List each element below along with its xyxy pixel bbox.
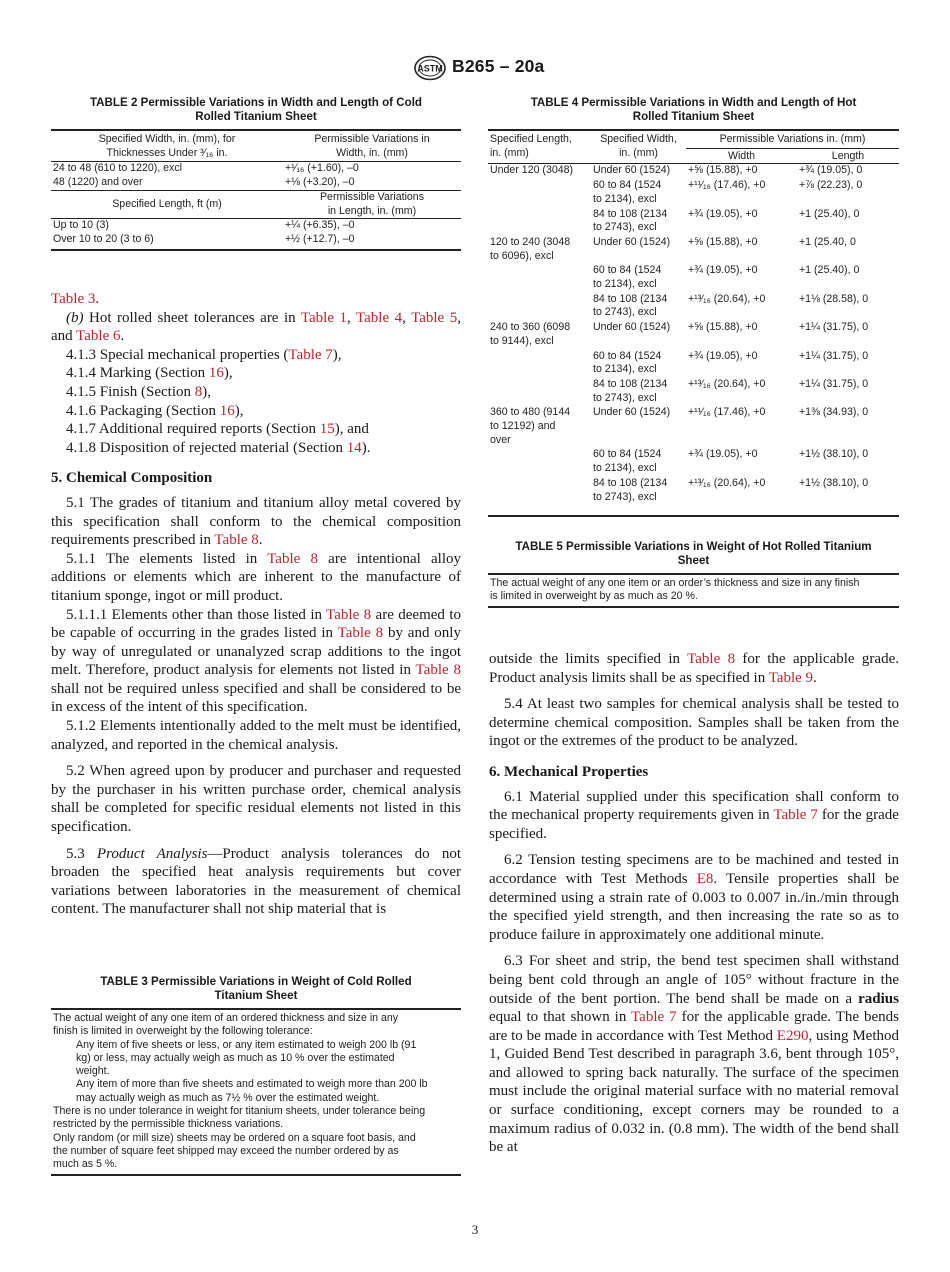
table-7-link[interactable]: Table 7	[631, 1009, 677, 1026]
width-range-cell: 84 to 108 (2134 to 2743), excl	[593, 476, 668, 503]
width-range-cell: 60 to 84 (1524 to 2134), excl	[593, 349, 662, 376]
table-3-caption: TABLE 3 Permissible Variations in Weight of Cold Rolled Titanium Sheet	[100, 975, 412, 1002]
page-header	[0, 55, 950, 85]
table-7-link[interactable]: Table 7	[288, 346, 333, 363]
width-range-cell: Under 60 (1524)	[593, 406, 671, 419]
paragraph: 5.3 Product Analysis—Product analysis tolerances do not broaden the specified heat analysis requirements but cover variations between laboratories in the measurement of chemical content. The manufacturer shall not ship material that is	[51, 845, 462, 918]
table-5-text: The actual weight of any one item or an order’s thickness and size in any finish is limited in overweight by as much as 20 %.	[490, 577, 860, 603]
length-variation-cell: +1¼ (31.75), 0	[799, 377, 869, 390]
table-5-link[interactable]: Table 5	[411, 309, 458, 326]
width-variation-cell: +⅝ (15.88), +0	[688, 321, 758, 334]
length-variation-cell: +1 (25.40, 0	[799, 235, 856, 248]
table-8-link[interactable]: Table 8	[687, 651, 736, 667]
section-16-link[interactable]: 16	[219, 402, 235, 419]
table-2-caption: TABLE 2 Permissible Variations in Width and Length of Cold Rolled Titanium Sheet	[89, 96, 423, 123]
width-variation-cell: +¹³⁄₁₆ (20.64), +0	[688, 292, 766, 305]
length-cell: Under 120 (3048)	[490, 164, 574, 177]
logo-text: ASTM	[417, 63, 443, 74]
table-8-link[interactable]: Table 8	[267, 550, 318, 567]
section-heading-5: 5. Chemical Composition	[51, 470, 213, 487]
table-row	[488, 236, 899, 264]
e8-link[interactable]: E8	[696, 870, 714, 887]
width-variation-cell: +⅝ (15.88), +0	[688, 235, 758, 248]
table-row	[488, 264, 899, 292]
table-row	[488, 208, 899, 236]
table-2-grid	[51, 131, 461, 249]
table-3-link[interactable]: Table 3	[51, 291, 96, 307]
length-variation-cell: +1⅛ (28.58), 0	[799, 292, 869, 305]
length-cell: 360 to 480 (9144 to 12192) and over	[490, 406, 571, 446]
table-row	[488, 477, 899, 505]
paragraph: 5.1.1.1 Elements other than those listed in Table 8 are deemed to be capable of occurring in the grades listed in Table 8 by and only by way of unregulated or unanalyzed scrap additions to the ingot melt. Therefore, product analysis for elements not listed in Table 8 shall not be required unless specified and shall be considered to be in excess of the intent of this specification.	[51, 606, 461, 716]
table-7-link[interactable]: Table 7	[773, 807, 818, 824]
paragraph: 5.1.2 Elements intentionally added to the melt must be identified, analyzed, and reported in the chemical analysis.	[51, 718, 461, 753]
width-variation-cell: +¾ (19.05), +0	[688, 349, 758, 362]
width-range-cell: Under 60 (1524)	[593, 164, 671, 177]
paragraph: (b) Hot rolled sheet tolerances are in Table 1, Table 4, Table 5, and Table 6.	[51, 309, 461, 345]
width-variation-cell: +⅝ (15.88), +0	[688, 164, 758, 177]
table-5-caption: TABLE 5 Permissible Variations in Weight of Hot Rolled Titanium Sheet	[515, 540, 872, 567]
length-variation-cell: +1½ (38.10), 0	[799, 476, 869, 489]
length-variation-cell: +¾ (19.05), 0	[799, 164, 863, 177]
paragraph: 5.2 When agreed upon by producer and purchaser and requested by the purchaser in his written purchase order, chemical analysis shall be completed for specific residual elements not listed in this specification.	[51, 763, 461, 836]
table-header-row: Specified Length, in. (mm) Specified Width, in. (mm) Permissible Variations in. (mm)	[488, 131, 899, 148]
section-16-link[interactable]: 16	[208, 365, 224, 382]
length-cell: 120 to 240 (3048 to 6096), excl	[490, 235, 571, 262]
width-range-cell: 60 to 84 (1524 to 2134), excl	[593, 448, 662, 475]
table-row	[488, 378, 899, 406]
length-variation-cell: +1 (25.40), 0	[799, 264, 860, 277]
width-variation-cell: +¾ (19.05), +0	[688, 448, 758, 461]
table-header-row: Width Length	[727, 149, 865, 162]
table-row: Up to 10 (3) +¼ (+6.35), –0	[53, 219, 355, 232]
length-variation-cell: +1¼ (31.75), 0	[799, 349, 869, 362]
length-variation-cell: +⅞ (22.23), 0	[799, 179, 863, 192]
page-number: 3	[471, 1222, 479, 1237]
table-5	[488, 540, 899, 608]
width-variation-cell: +¾ (19.05), +0	[688, 264, 758, 277]
length-variation-cell: +1 (25.40), 0	[799, 207, 860, 220]
table-6-link[interactable]: Table 6	[76, 328, 121, 345]
width-variation-cell: +¾ (19.05), +0	[688, 207, 758, 220]
section-15-link[interactable]: 15	[319, 421, 335, 438]
list-item: 4.1.3 Special mechanical properties (Table 7),	[66, 346, 342, 363]
width-range-cell: 84 to 108 (2134 to 2743), excl	[593, 292, 668, 319]
designation: B265 – 20a	[452, 56, 545, 76]
table-row	[488, 293, 899, 321]
width-variation-cell: +¹¹⁄₁₆ (17.46), +0	[688, 179, 766, 192]
section-14-link[interactable]: 14	[346, 439, 362, 456]
left-column	[51, 290, 461, 919]
table-4-grid	[488, 131, 899, 505]
list-item: 4.1.4 Marking (Section 16),	[66, 365, 233, 382]
table-row: 24 to 48 (610 to 1220), excl +¹⁄₁₆ (+1.60), –0	[53, 162, 359, 175]
section-heading-6: 6. Mechanical Properties	[489, 763, 649, 780]
table-1-link[interactable]: Table 1	[300, 309, 347, 326]
length-variation-cell: +1⅜ (34.93), 0	[799, 406, 869, 419]
paragraph: 6.3 For sheet and strip, the bend test specimen shall withstand being bent cold through an angle of 105° without fracture in the outside of the bent portion. The bend shall be made on a radius equal to that shown in Table 7 for the applicable grade. The bends are to be made in accordance with Test Method E290, using Method 1, Guided Bend Test described in paragraph 3.6, bent through 105°, and allowed to spring back naturally. The surface of the specimen must include the original material surface with no material removal or surface conditioning, except corners may be rounded to a maximum radius of 0.032 in. (0.8 mm). The width of the bend shall be at	[489, 953, 899, 1156]
list-item: 4.1.5 Finish (Section 8),	[66, 383, 212, 400]
paragraph: Table 3.	[51, 291, 100, 307]
table-header-row: Specified Width, in. (mm), for Thicknesses Under ³⁄₁₆ in. Permissible Variations in Width, in. (mm)	[98, 133, 430, 159]
table-4-link[interactable]: Table 4	[356, 309, 403, 326]
width-variation-cell: +¹¹⁄₁₆ (17.46), +0	[688, 406, 766, 419]
list-item: 4.1.6 Packaging (Section 16),	[66, 402, 244, 419]
table-4	[488, 96, 899, 517]
width-range-cell: 60 to 84 (1524 to 2134), excl	[593, 264, 662, 291]
width-range-cell: 84 to 108 (2134 to 2743), excl	[593, 207, 668, 234]
paragraph: outside the limits specified in Table 8 for the applicable grade. Product analysis limits shall be as specified in Table 9.	[489, 651, 899, 686]
table-row	[488, 406, 899, 448]
table-8-link[interactable]: Table 8	[214, 532, 259, 549]
table-8-link[interactable]: Table 8	[415, 662, 461, 679]
width-range-cell: Under 60 (1524)	[593, 321, 671, 334]
table-8-link[interactable]: Table 8	[337, 625, 384, 642]
table-header-row: Specified Length, ft (m) Permissible Variations in Length, in. (mm)	[112, 190, 424, 217]
list-item: 4.1.7 Additional required reports (Section 15), and	[66, 421, 369, 438]
table-4-caption: TABLE 4 Permissible Variations in Width and Length of Hot Rolled Titanium Sheet	[530, 96, 857, 123]
length-variation-cell: +1¼ (31.75), 0	[799, 321, 869, 334]
length-cell: 240 to 360 (6098 to 9144), excl	[490, 321, 571, 347]
paragraph: 5.4 At least two samples for chemical analysis shall be tested to determine chemical composition. Samples shall be taken from the ingot or the extremes of the product to be analyzed.	[489, 696, 899, 750]
table-8-link[interactable]: Table 8	[326, 606, 372, 623]
width-range-cell: Under 60 (1524)	[593, 235, 671, 248]
length-variation-cell: +1½ (38.10), 0	[799, 448, 869, 461]
table-row	[488, 350, 899, 378]
table-row: Over 10 to 20 (3 to 6) +½ (+12.7), –0	[53, 232, 355, 245]
table-row	[488, 448, 899, 476]
width-variation-cell: +¹³⁄₁₆ (20.64), +0	[688, 377, 766, 390]
table-row: 48 (1220) and over +⅛ (+3.20), –0	[53, 176, 355, 189]
table-3-text: The actual weight of any one item of an ordered thickness and size in any finish is limited in overweight by the following tolerance: Any item of five sheets or less, or any item estimated to weigh 200 lb (91 kg) or less, may actually weigh as much as 10 % over the estimated weight. Any item of more than five sheets and estimated to weigh more than 200 lb may actually weigh as much as 7½ % over the estimated weight. There is no under tolerance in weight for titanium sheets, under tolerance being restricted by the permissible thickness variations. Only random (or mill size) sheets may be ordered on a square foot basis, and the number of square feet shipped may exceed the number ordered by as much as 5 %.	[53, 1012, 428, 1171]
width-range-cell: 60 to 84 (1524 to 2134), excl	[593, 179, 662, 205]
list-item: 4.1.8 Disposition of rejected material (Section 14).	[66, 439, 371, 456]
table-9-link[interactable]: Table 9	[768, 669, 814, 686]
paragraph: 5.1.1 The elements listed in Table 8 are intentional alloy additions or elements which are inherent to the manufacture of titanium sponge, ingot or mill product.	[51, 550, 461, 604]
table-2	[51, 96, 461, 251]
right-column	[489, 650, 899, 1157]
table-row	[488, 164, 899, 179]
table-row	[488, 321, 899, 349]
astm-logo-icon	[413, 55, 447, 81]
paragraph: 6.1 Material supplied under this specification shall conform to the mechanical property requirements given in Table 7 for the grade specified.	[489, 788, 899, 842]
paragraph: 5.1 The grades of titanium and titanium alloy metal covered by this specification shall conform to the chemical composition requirements prescribed in Table 8.	[51, 494, 461, 549]
width-range-cell: 84 to 108 (2134 to 2743), excl	[593, 377, 668, 404]
e290-link[interactable]: E290	[776, 1027, 809, 1044]
width-variation-cell: +¹³⁄₁₆ (20.64), +0	[688, 476, 766, 489]
paragraph: 6.2 Tension testing specimens are to be machined and tested in accordance with Test Methods E8. Tensile properties shall be determined using a strain rate of 0.003 to 0.007 in./in./min through the specified yield strength, and then increasing the rate so as to produce failure in approximately one additional minute.	[489, 852, 899, 943]
table-3	[51, 975, 461, 1176]
section-8-link[interactable]: 8	[194, 383, 203, 400]
table-row	[488, 179, 899, 207]
